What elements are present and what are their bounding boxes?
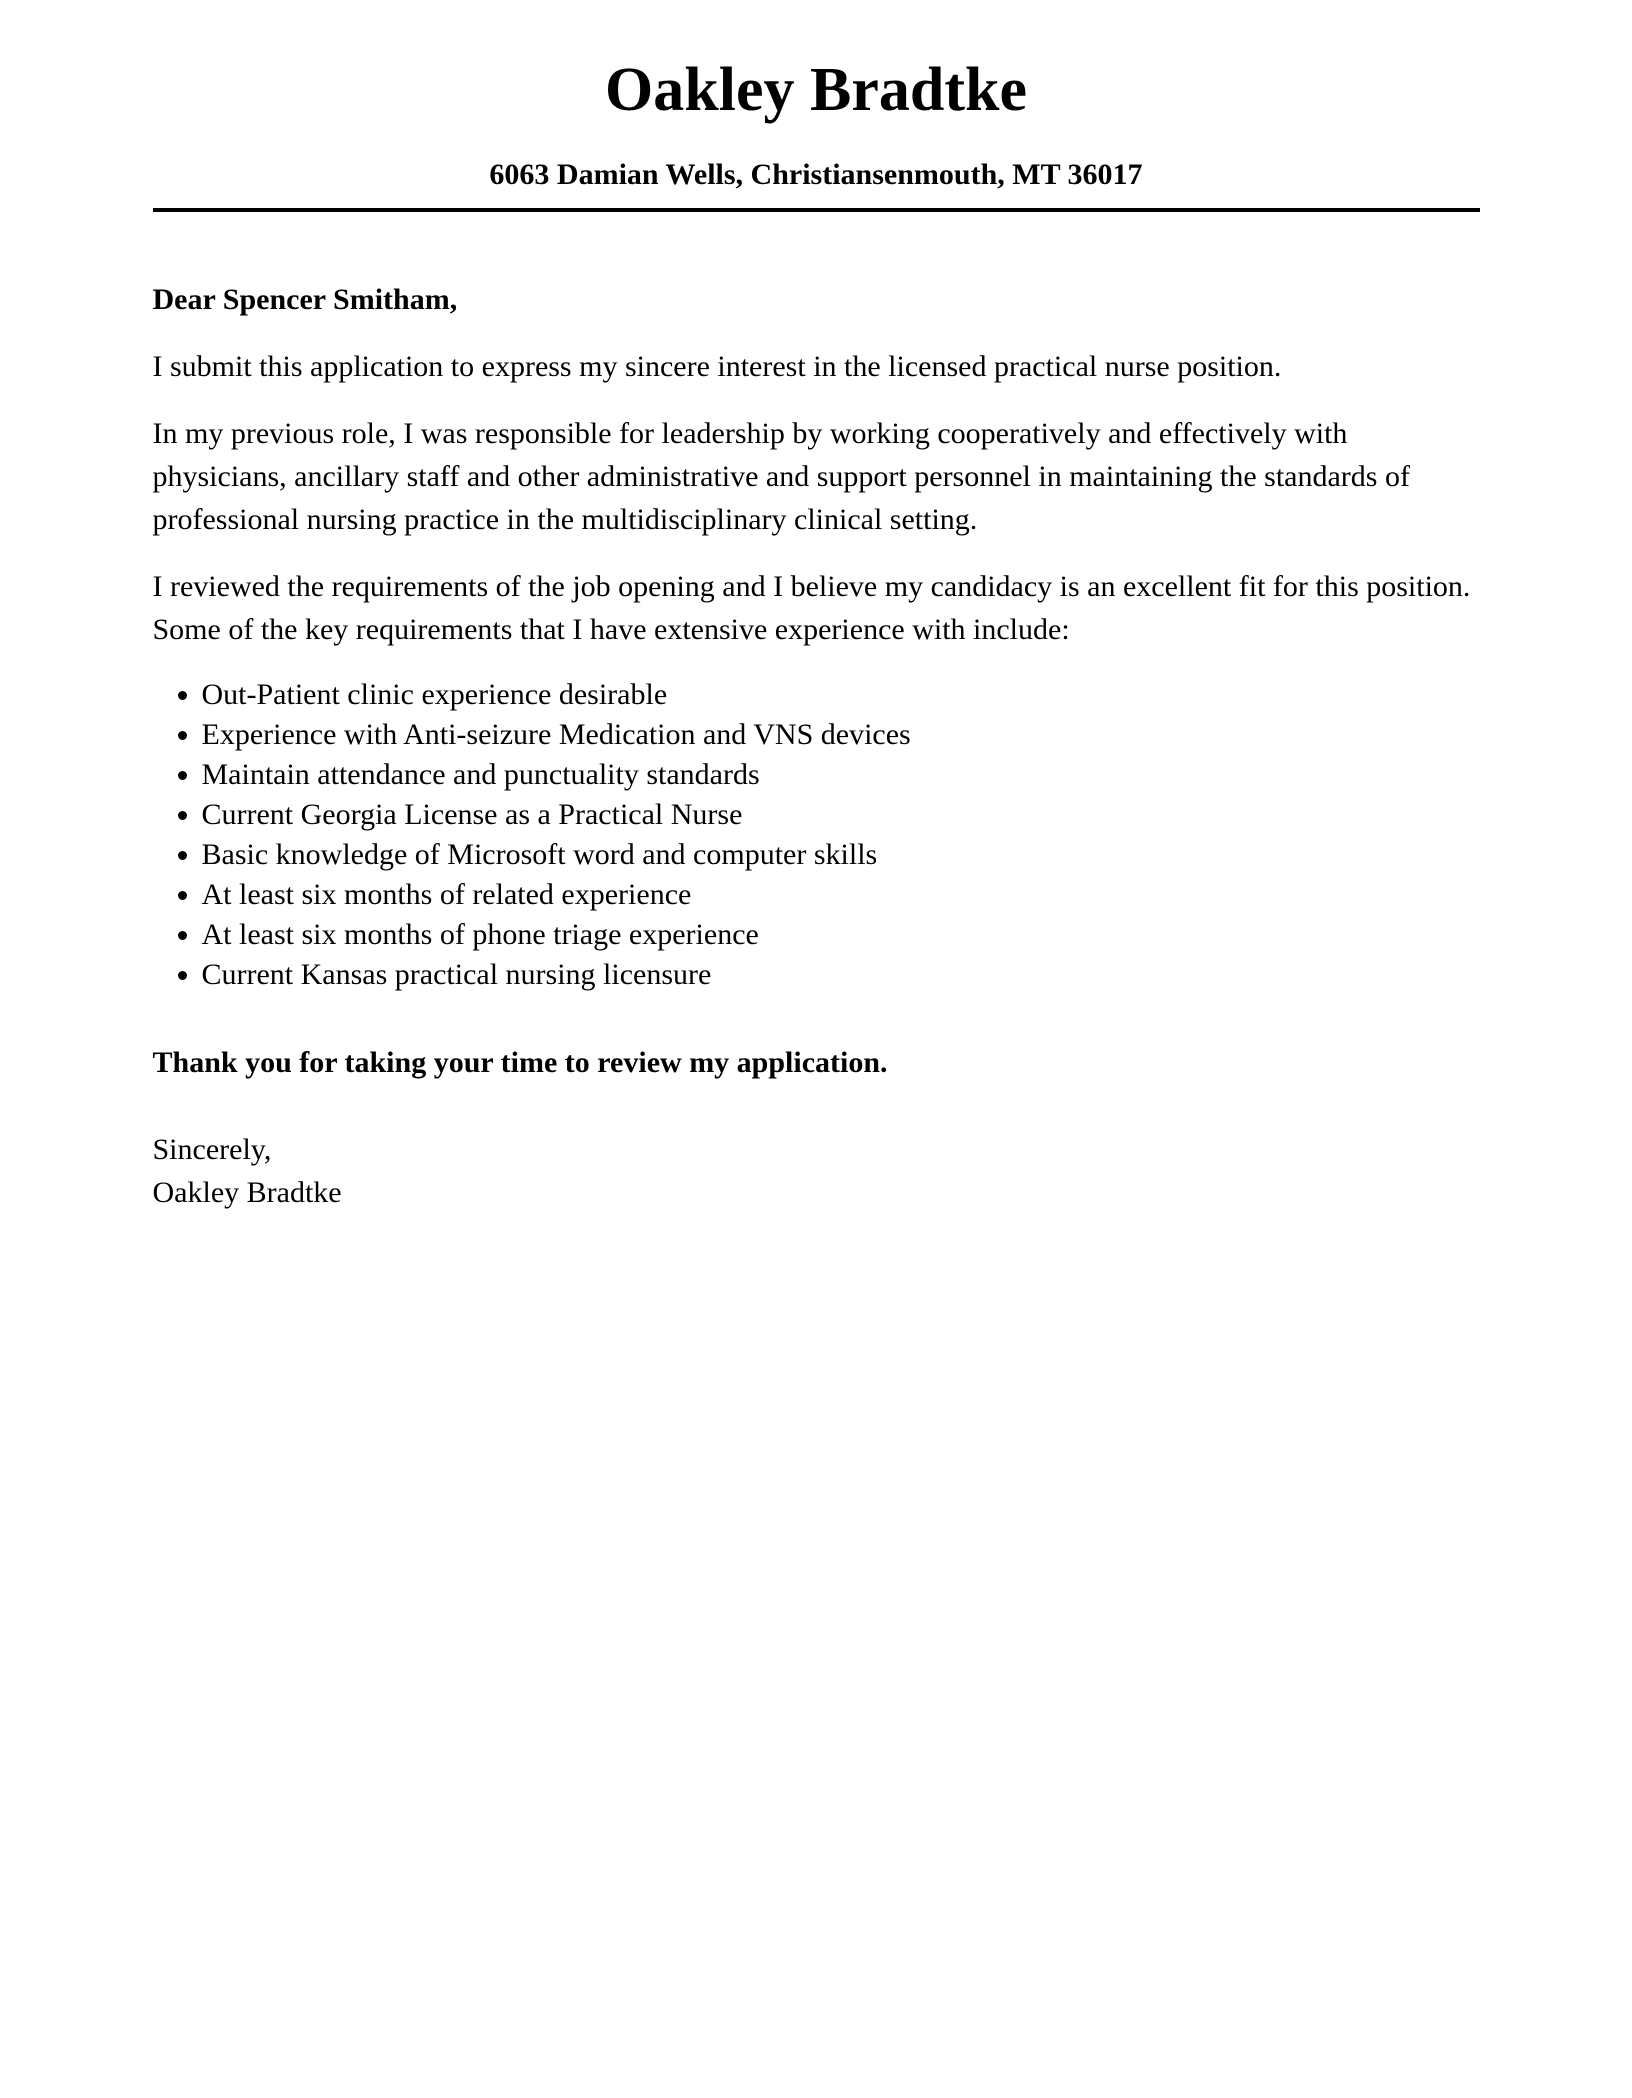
requirements-list	[153, 675, 1480, 995]
signature-name: Oakley Bradtke	[152, 1176, 342, 1210]
requirement-item: • Current Kansas practical nursing licensure	[202, 955, 1480, 995]
previous-role-paragraph: In my previous role, I was responsible for leadership by working cooperatively and effectively with physicians, ancillary staff and other administrative and support personnel in maintaining the standards of professional nursing practice in the multidisciplinary clinical setting.	[152, 417, 1410, 537]
requirement-item: • At least six months of related experience	[202, 875, 1480, 915]
signoff: Sincerely,	[152, 1133, 272, 1167]
requirements-intro-paragraph: I reviewed the requirements of the job opening and I believe my candidacy is an excellent fit for this position. Some of the key requirements that I have extensive experience with include:	[152, 570, 1471, 647]
letter-content	[153, 0, 1480, 1214]
signoff-block	[153, 1128, 1480, 1214]
requirement-item: • Out-Patient clinic experience desirable	[202, 675, 1480, 715]
intro-paragraph: I submit this application to express my sincere interest in the licensed practical nurse position.	[152, 350, 1282, 384]
applicant-name-heading: Oakley Bradtke	[605, 56, 1027, 124]
requirement-item: • Current Georgia License as a Practical Nurse	[202, 795, 1480, 835]
requirement-item: • Experience with Anti-seizure Medication and VNS devices	[202, 715, 1480, 755]
requirement-item: • Maintain attendance and punctuality standards	[202, 755, 1480, 795]
applicant-address: 6063 Damian Wells, Christiansenmouth, MT 36017	[489, 158, 1143, 192]
requirement-item: • Basic knowledge of Microsoft word and computer skills	[202, 835, 1480, 875]
salutation: Dear Spencer Smitham,	[152, 283, 458, 317]
header-divider	[153, 208, 1480, 212]
closing-statement: Thank you for taking your time to review my application.	[152, 1046, 888, 1080]
requirement-item: • At least six months of phone triage experience	[202, 915, 1480, 955]
